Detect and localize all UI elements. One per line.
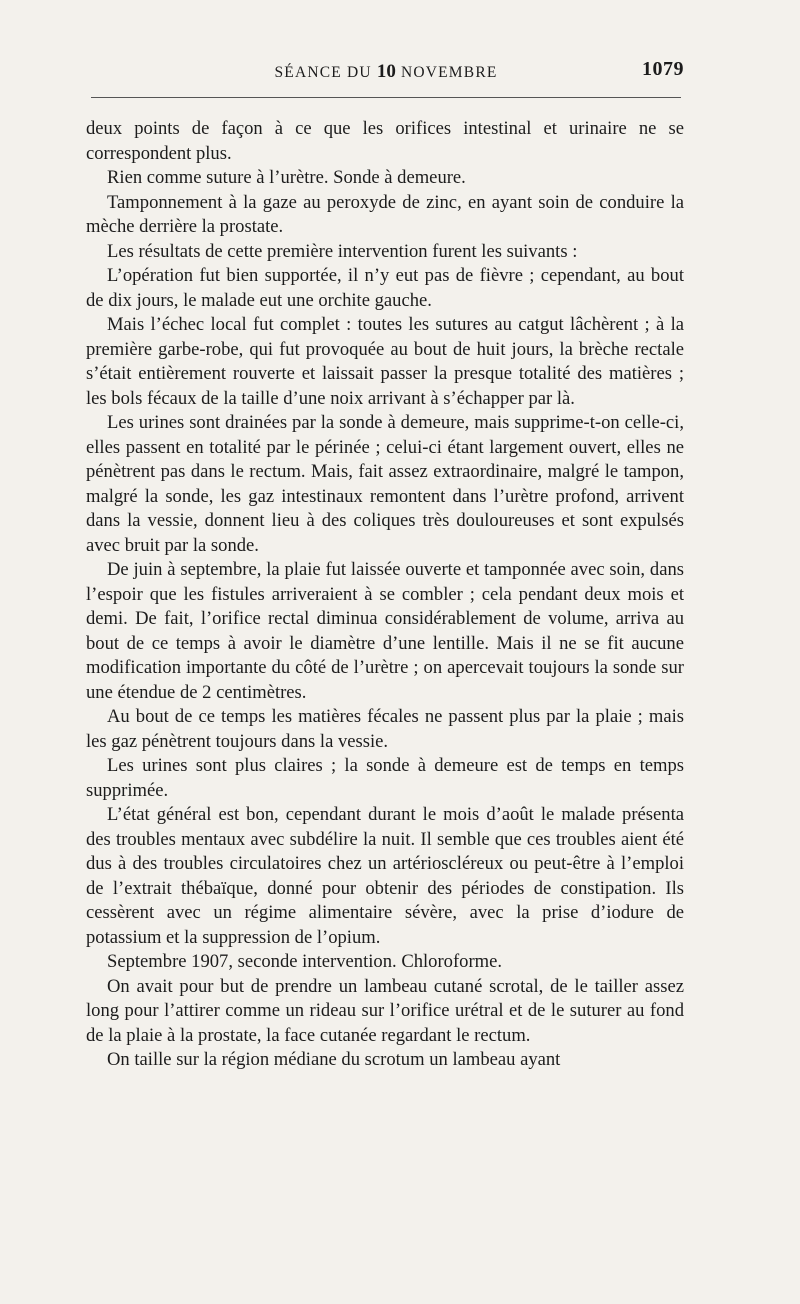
paragraph-10: Les urines sont plus claires ; la sonde à demeure est de temps en temps supprimée. (86, 755, 684, 801)
running-head (88, 58, 684, 86)
paragraph-11: L’état général est bon, cependant durant le mois d’août le malade présenta des troubles mentaux avec subdélire la nuit. Il semble que ces troubles aient été dus à des troubles circulatoires chez un artérioscléreux ou peut-être à l’emploi de l’extrait thébaïque, donné pour obtenir des périodes de constipation. Ils cessèrent avec un régime alimentaire sévère, avec la prise d’iodure de potassium et la suppression de l’opium. (86, 804, 684, 948)
paragraph-8: De juin à septembre, la plaie fut laissée ouverte et tamponnée avec soin, dans l’espoir que les fistules arriveraient à se combler ; cela pendant deux mois et demi. De fait, l’orifice rectal diminua considérablement de volume, arriva au bout de ce temps à avoir le diamètre d’une lentille. Mais il ne se fit aucune modification importante du côté de l’urètre ; on apercevait toujours la sonde sur une étendue de 2 centimètres. (86, 559, 684, 703)
page-number: 1079 (642, 58, 684, 80)
running-title-month: NOVEMBRE (395, 64, 498, 81)
header-rule (91, 97, 681, 98)
running-title-prefix: SÉANCE DU (274, 64, 377, 81)
paragraph-14: On taille sur la région médiane du scrotum un lambeau ayant (107, 1049, 561, 1070)
paragraph-9: Au bout de ce temps les matières fécales ne passent plus par la plaie ; mais les gaz pénètrent toujours dans la vessie. (86, 706, 684, 752)
paragraph-6: Mais l’échec local fut complet : toutes les sutures au catgut lâchèrent ; à la première garbe-robe, qui fut provoquée au bout de huit jours, la brèche rectale s’était entièrement rouverte et laissait passer la presque totalité des matières ; les bols fécaux de la taille d’une noix arrivant à s’échapper par là. (86, 314, 684, 409)
paragraph-1: deux points de façon à ce que les orifices intestinal et urinaire ne se correspondent plus. (86, 118, 684, 164)
paragraph-2: Rien comme suture à l’urètre. Sonde à demeure. (107, 167, 466, 188)
paragraph-4: Les résultats de cette première intervention furent les suivants : (107, 240, 578, 262)
running-title (88, 61, 684, 83)
paragraph-7: Les urines sont drainées par la sonde à demeure, mais supprime-t-on celle-ci, elles passent en totalité par le périnée ; celui-ci étant largement ouvert, elles ne pénètrent pas dans le rectum. Mais, fait assez extraordinaire, malgré le tampon, malgré la sonde, les gaz intestinaux remontent dans l’urètre profond, arrivent dans la vessie, donnent lieu à des coliques très douloureuses et sont expulsés avec bruit par la sonde. (86, 412, 684, 556)
paragraph-12: Septembre 1907, seconde intervention. Chloroforme. (107, 951, 503, 972)
body-text (86, 117, 684, 1073)
paragraph-13: On avait pour but de prendre un lambeau cutané scrotal, de le tailler assez long pour l’attirer comme un rideau sur l’orifice urétral et de le suturer au fond de la plaie à la prostate, la face cutanée regardant le rectum. (86, 975, 684, 1046)
paragraph-5: L’opération fut bien supportée, il n’y eut pas de fièvre ; cependant, au bout de dix jours, le malade eut une orchite gauche. (86, 265, 684, 311)
paragraph-3: Tamponnement à la gaze au peroxyde de zinc, en ayant soin de conduire la mèche derrière la prostate. (86, 191, 684, 237)
running-title-day: 10 (376, 61, 396, 82)
